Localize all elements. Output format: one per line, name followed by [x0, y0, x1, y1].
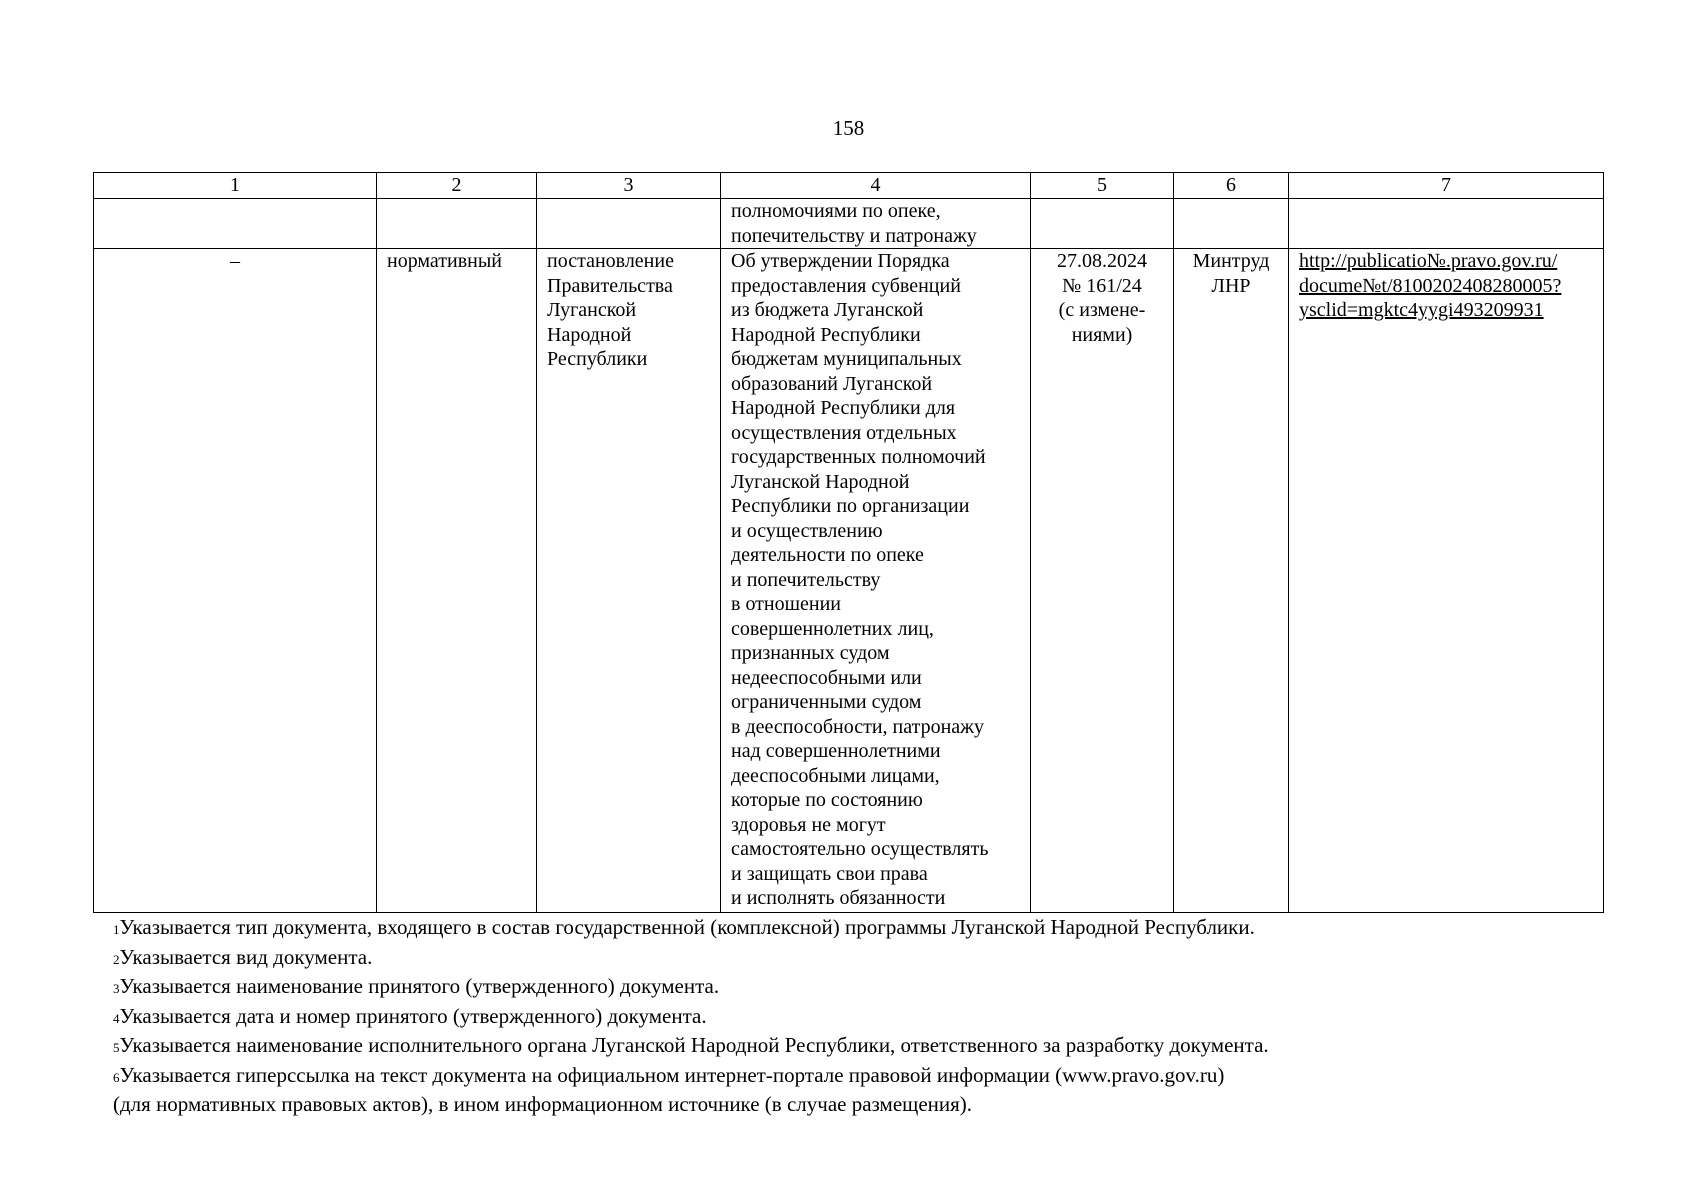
column-header-3: 3 — [537, 173, 721, 199]
text-line: которые по состоянию — [731, 789, 923, 811]
footnote-text: Указывается гиперссылка на текст документа на официальном интернет-портале правовой информации (www.pravo.gov.ru) — [119, 1062, 1225, 1087]
link-line[interactable]: docume№t/8100202408280005? — [1299, 274, 1562, 297]
text-line: 27.08.2024 — [1057, 250, 1147, 272]
text-line: Об утверждении Порядка — [731, 250, 950, 272]
cell-document-type: – — [94, 249, 377, 913]
text-line: самостоятельно осуществлять — [731, 838, 989, 860]
footnote-text: Указывается наименование принятого (утвержденного) документа. — [119, 974, 720, 998]
footnote-text: Указывается тип документа, входящего в состав государственной (комплексной) программы Луганской Народной Республики. — [119, 915, 1255, 939]
text-line: в дееспособности, патронажу — [731, 715, 984, 738]
footnote-mark: 6 — [113, 1069, 120, 1085]
text-line: полномочиями по опеке, — [731, 200, 941, 222]
text-line: и исполнять обязанности — [731, 887, 946, 909]
text-line: № 161/24 — [1062, 274, 1142, 297]
text-line: постановление — [547, 250, 674, 272]
documents-table — [93, 172, 1604, 913]
footnote — [113, 1062, 1269, 1092]
footnote — [113, 1003, 1269, 1033]
footnote — [113, 973, 1269, 1003]
column-header-4: 4 — [721, 173, 1031, 199]
text-line: государственных полномочий — [731, 446, 986, 468]
text-line: Республики по организации — [731, 495, 970, 517]
cell-document-name-continued — [721, 199, 1031, 249]
document-hyperlink[interactable] — [1289, 249, 1604, 913]
link-line[interactable]: http://publicatio№.pravo.gov.ru/ — [1299, 250, 1558, 272]
column-header-7: 7 — [1289, 173, 1604, 199]
text-line: Луганской Народной — [731, 470, 910, 493]
text-line: Народной Республики для — [731, 397, 956, 419]
header-row — [94, 173, 1604, 199]
cell-empty — [94, 199, 377, 249]
footnote-text: (для нормативных правовых актов), в ином информационном источнике (в случае размещения). — [113, 1092, 973, 1116]
footnote — [113, 1091, 1269, 1121]
link-line[interactable]: ysclid=mgktc4yygi493209931 — [1299, 299, 1544, 321]
text-line: дееспособными лицами, — [731, 764, 940, 787]
cell-document-kind: нормативный — [377, 249, 537, 913]
text-line: ниями) — [1071, 323, 1133, 346]
cell-empty — [1174, 199, 1289, 249]
column-header-1: 1 — [94, 173, 377, 199]
footnote — [113, 1032, 1269, 1062]
footnote-mark: 4 — [113, 1010, 120, 1026]
text-line: осуществления отдельных — [731, 421, 957, 444]
text-line: и попечительству — [731, 568, 881, 591]
footnote — [113, 944, 1269, 974]
text-line: ЛНР — [1211, 274, 1251, 297]
text-line: ограниченными судом — [731, 691, 922, 713]
text-line: бюджетам муниципальных — [731, 348, 962, 370]
text-line: образований Луганской — [731, 372, 933, 395]
column-header-2: 2 — [377, 173, 537, 199]
footnote-text: Указывается наименование исполнительного органа Луганской Народной Республики, ответственного за разработку документа. — [119, 1033, 1269, 1057]
footnote — [113, 914, 1269, 944]
cell-document-form — [537, 249, 721, 913]
text-line: попечительству и патронажу — [731, 224, 977, 247]
text-line: Минтруд — [1192, 250, 1270, 272]
cell-date-number — [1031, 249, 1174, 913]
text-line: деятельности по опеке — [731, 544, 924, 566]
text-line: Республики — [547, 348, 648, 370]
table-row-continuation — [94, 199, 1604, 249]
text-line: Народной Республики — [731, 323, 921, 346]
text-line: и защищать свои права — [731, 862, 928, 885]
cell-empty — [1289, 199, 1604, 249]
footnote-text: Указывается дата и номер принятого (утвержденного) документа. — [119, 1003, 707, 1028]
text-line: недееспособными или — [731, 666, 922, 689]
cell-empty — [537, 199, 721, 249]
text-line: Народной — [547, 323, 632, 346]
text-line: здоровья не могут — [731, 813, 886, 836]
text-line: Правительства — [547, 274, 673, 297]
footnotes — [113, 914, 1269, 1121]
cell-responsible-body — [1174, 249, 1289, 913]
text-line: и осуществлению — [731, 519, 883, 542]
text-line: признанных судом — [731, 642, 890, 664]
footnote-mark: 3 — [113, 981, 120, 996]
text-line: (с измене- — [1058, 299, 1146, 321]
cell-document-name — [721, 249, 1031, 913]
footnote-text: Указывается вид документа. — [119, 944, 373, 969]
text-line: Луганской — [547, 299, 637, 321]
text-line: предоставления субвенций — [731, 274, 961, 297]
text-line: из бюджета Луганской — [731, 299, 924, 321]
cell-empty — [1031, 199, 1174, 249]
text-line: в отношении — [731, 593, 842, 615]
table-row-main — [94, 249, 1604, 913]
page-number: 158 — [832, 116, 865, 140]
column-header-5: 5 — [1031, 173, 1174, 199]
footnote-mark: 1 — [113, 922, 120, 937]
footnote-mark: 5 — [113, 1040, 120, 1055]
footnote-mark: 2 — [113, 951, 120, 967]
text-line: над совершеннолетними — [731, 740, 941, 762]
text-line: совершеннолетних лиц, — [731, 617, 934, 640]
cell-empty — [377, 199, 537, 249]
column-header-6: 6 — [1174, 173, 1289, 199]
